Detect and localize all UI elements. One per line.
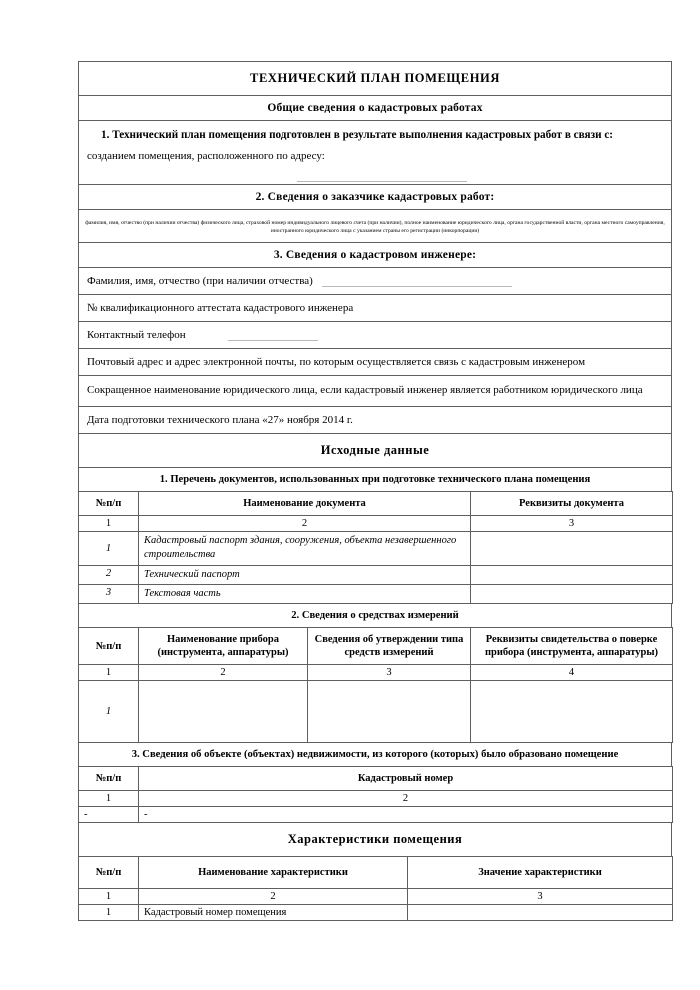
item-2-fineprint: фамилия, имя, отчество (при наличии отчества) физического лица, страховой номер индивидуального лицевого счета (при наличии), полное наименование юридического лица, органа государственной власти, органа местного самоуправления, иностранного юридического лица с указанием страны его регистрации (инкорпорации) (78, 209, 672, 242)
colnum-3: 3 (308, 665, 471, 681)
cell-index: 1 (79, 532, 139, 565)
cell-cadastral-number[interactable]: - (139, 807, 673, 823)
colnum-1: 1 (79, 665, 139, 681)
colnum-4: 4 (471, 665, 673, 681)
th-objects-number: №п/п (79, 767, 139, 791)
table-header-row (79, 857, 673, 889)
item-1-value[interactable]: созданием помещения, расположенного по адресу: (87, 150, 325, 162)
table-row[interactable] (79, 905, 673, 921)
th-documents-requisites: Реквизиты документа (471, 492, 673, 516)
cell-instrument-name[interactable] (139, 681, 308, 743)
colnum-2: 2 (139, 665, 308, 681)
measuring-instruments-table (78, 627, 673, 743)
cell-index: 3 (79, 584, 139, 603)
table-header-row (79, 492, 673, 516)
engineer-row-fio[interactable] (78, 267, 672, 294)
colnum-1: 1 (79, 889, 139, 905)
cell-instrument-verification[interactable] (471, 681, 673, 743)
cell-instrument-type-approval[interactable] (308, 681, 471, 743)
engineer-row-date[interactable]: Дата подготовки технического плана «27» ноября 2014 г. (78, 406, 672, 433)
th-instruments-verification: Реквизиты свидетельства о поверке прибора (инструмента, аппаратуры) (471, 627, 673, 664)
cell-document-name[interactable]: Кадастровый паспорт здания, сооружения, объекта незавершенного строительства (139, 532, 471, 565)
item-2-label: 2. Сведения о заказчике кадастровых работ: (78, 184, 672, 209)
engineer-fio-label: Фамилия, имя, отчество (при наличии отчества) (87, 275, 313, 288)
table-header-row (79, 627, 673, 664)
colnum-2: 2 (139, 889, 408, 905)
th-characteristics-value: Значение характеристики (408, 857, 673, 889)
engineer-phone-underline (228, 339, 318, 341)
source-objects-table (78, 766, 673, 823)
characteristics-table (78, 856, 673, 921)
engineer-phone-label: Контактный телефон (87, 329, 186, 342)
th-characteristics-name: Наименование характеристики (139, 857, 408, 889)
table-row[interactable] (79, 584, 673, 603)
th-documents-number: №п/п (79, 492, 139, 516)
document-page (78, 61, 672, 921)
section-heading-source-data: Исходные данные (78, 433, 672, 467)
th-documents-name: Наименование документа (139, 492, 471, 516)
engineer-row-contacts[interactable]: Почтовый адрес и адрес электронной почты, по которым осуществляется связь с кадастровым инженером (78, 348, 672, 375)
section-heading-characteristics: Характеристики помещения (78, 823, 672, 856)
page-title: ТЕХНИЧЕСКИЙ ПЛАН ПОМЕЩЕНИЯ (78, 61, 672, 95)
cell-document-requisites[interactable] (471, 584, 673, 603)
colnum-3: 3 (471, 516, 673, 532)
engineer-row-legal-entity[interactable]: Сокращенное наименование юридического лица, если кадастровый инженер является работником юридического лица (78, 375, 672, 406)
cell-document-name[interactable]: Технический паспорт (139, 565, 471, 584)
cell-index: - (79, 807, 139, 823)
table-header-row (79, 767, 673, 791)
cell-index: 1 (79, 905, 139, 921)
th-instruments-number: №п/п (79, 627, 139, 664)
section-heading-general: Общие сведения о кадастровых работах (78, 95, 672, 120)
cell-characteristic-name[interactable]: Кадастровый номер помещения (139, 905, 408, 921)
colnum-1: 1 (79, 516, 139, 532)
cell-document-name[interactable]: Текстовая часть (139, 584, 471, 603)
table-row[interactable] (79, 532, 673, 565)
table-row[interactable] (79, 565, 673, 584)
cell-document-requisites[interactable] (471, 532, 673, 565)
item-3-label: 3. Сведения о кадастровом инженере: (78, 242, 672, 267)
engineer-fio-underline (322, 285, 512, 287)
colnum-1: 1 (79, 791, 139, 807)
cell-index: 1 (79, 681, 139, 743)
table-numbering-row (79, 665, 673, 681)
table-1-title: 1. Перечень документов, использованных при подготовке технического плана помещения (78, 467, 672, 491)
table-numbering-row (79, 791, 673, 807)
th-instruments-type-approval: Сведения об утверждении типа средств измерений (308, 627, 471, 664)
table-2-title: 2. Сведения о средствах измерений (78, 604, 672, 627)
th-instruments-name: Наименование прибора (инструмента, аппаратуры) (139, 627, 308, 664)
cell-index: 2 (79, 565, 139, 584)
colnum-2: 2 (139, 516, 471, 532)
engineer-row-phone[interactable] (78, 321, 672, 348)
table-3-title: 3. Сведения об объекте (объектах) недвижимости, из которого (которых) было образовано помещение (78, 743, 672, 766)
colnum-3: 3 (408, 889, 673, 905)
colnum-2: 2 (139, 791, 673, 807)
table-numbering-row (79, 889, 673, 905)
documents-table (78, 491, 673, 604)
item-1-label: 1. Технический план помещения подготовлен в результате выполнения кадастровых работ в связи с: (101, 129, 614, 141)
table-row[interactable] (79, 807, 673, 823)
engineer-row-certificate[interactable]: № квалификационного аттестата кадастрового инженера (78, 294, 672, 321)
cell-characteristic-value[interactable] (408, 905, 673, 921)
table-numbering-row (79, 516, 673, 532)
address-underline (297, 180, 467, 182)
cell-document-requisites[interactable] (471, 565, 673, 584)
table-row[interactable] (79, 681, 673, 743)
item-1-block (78, 120, 672, 184)
th-objects-cadastral-number: Кадастровый номер (139, 767, 673, 791)
th-characteristics-number: №п/п (79, 857, 139, 889)
